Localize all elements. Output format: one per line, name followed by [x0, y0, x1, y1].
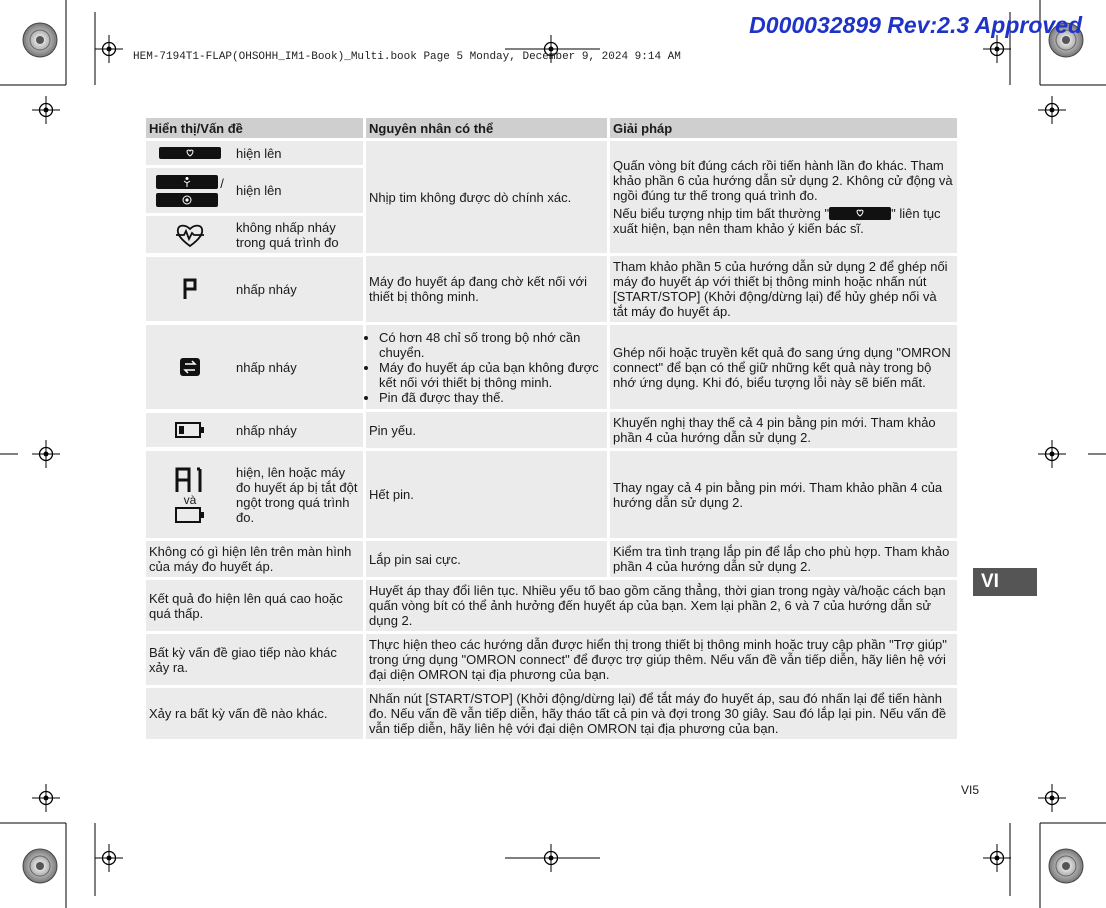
cause-cell: Nhịp tim không được dò chính xác. — [366, 141, 607, 253]
table-row — [146, 541, 957, 577]
table-row — [146, 141, 957, 253]
table-header-row — [146, 118, 957, 138]
display-label: nhấp nháy — [236, 359, 297, 375]
table-row — [146, 412, 957, 448]
solution-cell: Thực hiện theo các hướng dẫn được hiển thị trong thiết bị thông minh hoặc truy cập phần "Trợ giúp" trong ứng dụng "OMRON connect" để được trợ giúp thêm. Nếu vấn đề vẫn tiếp diễn, hãy liên hệ với đại diện OMRON tại địa phương của bạn. — [366, 634, 957, 685]
table-row — [146, 451, 957, 538]
icon-separator: / — [220, 176, 224, 191]
header-solution: Giải pháp — [610, 118, 957, 138]
display-label: không nhấp nháy trong quá trình đo — [236, 219, 339, 250]
table-row — [146, 580, 957, 631]
problem-cell: Không có gì hiện lên trên màn hình của máy đo huyết áp. — [146, 541, 363, 577]
table-row — [146, 256, 957, 322]
display-cell — [146, 141, 363, 253]
problem-cell: Xảy ra bất kỳ vấn đề nào khác. — [146, 688, 363, 739]
solution-cell — [610, 141, 957, 253]
display-label: nhấp nháy — [236, 422, 297, 438]
language-tab: VI — [973, 568, 1037, 596]
problem-cell: Bất kỳ vấn đề giao tiếp nào khác xảy ra. — [146, 634, 363, 685]
cause-cell: Máy đo huyết áp đang chờ kết nối với thiết bị thông minh. — [366, 256, 607, 322]
battery-low-icon — [175, 422, 205, 438]
troubleshooting-table — [143, 115, 960, 742]
cause-cell: Lắp pin sai cực. — [366, 541, 607, 577]
display-cell — [146, 325, 363, 409]
and-text: và — [183, 492, 197, 507]
display-label: hiện, lên hoặc máy đo huyết áp bị tắt đột ngột trong quá trình đo. — [236, 464, 358, 525]
solution-cell: Ghép nối hoặc truyền kết quả đo sang ứng dụng "OMRON connect" để bạn có thể giữ những kết quả này trong bộ nhớ ứng dụng. Khi đó, biểu tượng lỗi này sẽ biến mất. — [610, 325, 957, 409]
table-row — [146, 325, 957, 409]
solution-text: Quấn vòng bít đúng cách rồi tiến hành lần đo khác. Tham khảo phần 6 của hướng dẫn sử dụng 2. Không cử động và ngồi đúng tư thế trong quá trình đo. — [613, 158, 953, 203]
display-label: nhấp nháy — [236, 281, 297, 297]
header-display: Hiển thị/Vấn đề — [146, 118, 363, 138]
display-label: hiện lên — [236, 145, 282, 161]
a1-display-icon — [174, 467, 206, 493]
table-row — [146, 688, 957, 739]
list-item: • Có hơn 48 chỉ số trong bộ nhớ cần chuyển. — [379, 330, 604, 360]
cause-list — [369, 330, 604, 405]
pairing-p-icon — [183, 278, 197, 300]
solution-cell: Thay ngay cả 4 pin bằng pin mới. Tham khảo phần 4 của hướng dẫn sử dụng 2. — [610, 451, 957, 538]
heart-pulse-icon — [175, 222, 205, 248]
solution-cell: Huyết áp thay đổi liên tục. Nhiều yếu tố bao gồm căng thẳng, thời gian trong ngày và/hoặc cách bạn quấn vòng bít có thể ảnh hưởng đến huyết áp của bạn. Xem lại phần 2, 6 và 7 của hướng dẫn sử dụng 2. — [366, 580, 957, 631]
display-cell — [146, 256, 363, 322]
battery-empty-icon — [175, 507, 205, 523]
irregular-heartbeat-icon — [829, 207, 891, 220]
cause-cell: Hết pin. — [366, 451, 607, 538]
solution-cell: Kiểm tra tình trạng lắp pin để lắp cho phù hợp. Tham khảo phần 4 của hướng dẫn sử dụng 2. — [610, 541, 957, 577]
solution-cell: Tham khảo phần 5 của hướng dẫn sử dụng 2 để ghép nối máy đo huyết áp với thiết bị thông minh hoặc nhấn nút [START/STOP] (Khởi động/dừng lại) để hủy ghép nối và tắt máy đo huyết áp. — [610, 256, 957, 322]
cause-cell: Pin yếu. — [366, 412, 607, 448]
list-item: • Máy đo huyết áp của bạn không được kết nối với thiết bị thông minh. — [379, 360, 604, 390]
header-cause: Nguyên nhân có thể — [366, 118, 607, 138]
page-number: VI5 — [961, 783, 980, 797]
irregular-heartbeat-icon — [159, 147, 221, 159]
list-item: • Pin đã được thay thế. — [379, 390, 604, 405]
document-approval-stamp: D000032899 Rev:2.3 Approved — [749, 12, 1082, 38]
table-row — [146, 634, 957, 685]
cuff-wrap-guide-icon — [156, 193, 218, 207]
data-transfer-error-icon — [180, 358, 200, 376]
display-cell — [146, 451, 363, 538]
print-header: HEM-7194T1-FLAP(OHSOHH_IM1-Book)_Multi.book Page 5 Monday, December 9, 2024 9:14 AM — [133, 51, 681, 63]
solution-note: Nếu biểu tượng nhịp tim bất thường " " liên tục xuất hiện, bạn nên tham khảo ý kiến bác sĩ. — [613, 206, 941, 236]
solution-cell: Khuyến nghị thay thế cả 4 pin bằng pin mới. Tham khảo phần 4 của hướng dẫn sử dụng 2. — [610, 412, 957, 448]
display-cell — [146, 412, 363, 448]
problem-cell: Kết quả đo hiện lên quá cao hoặc quá thấp. — [146, 580, 363, 631]
cause-cell — [366, 325, 607, 409]
display-label: hiện lên — [236, 183, 282, 198]
solution-cell: Nhấn nút [START/STOP] (Khởi động/dừng lại) để tắt máy đo huyết áp, sau đó nhấn lại để tiến hành đo. Nếu vấn đề vẫn tiếp diễn, hãy tháo tất cả pin và đợi trong 30 giây. Sau đó lắp lại pin. Nếu vấn đề vẫn tiếp diễn, hãy liên hệ với đại diện OMRON tại địa phương của bạn. — [366, 688, 957, 739]
movement-error-icon — [156, 175, 218, 189]
